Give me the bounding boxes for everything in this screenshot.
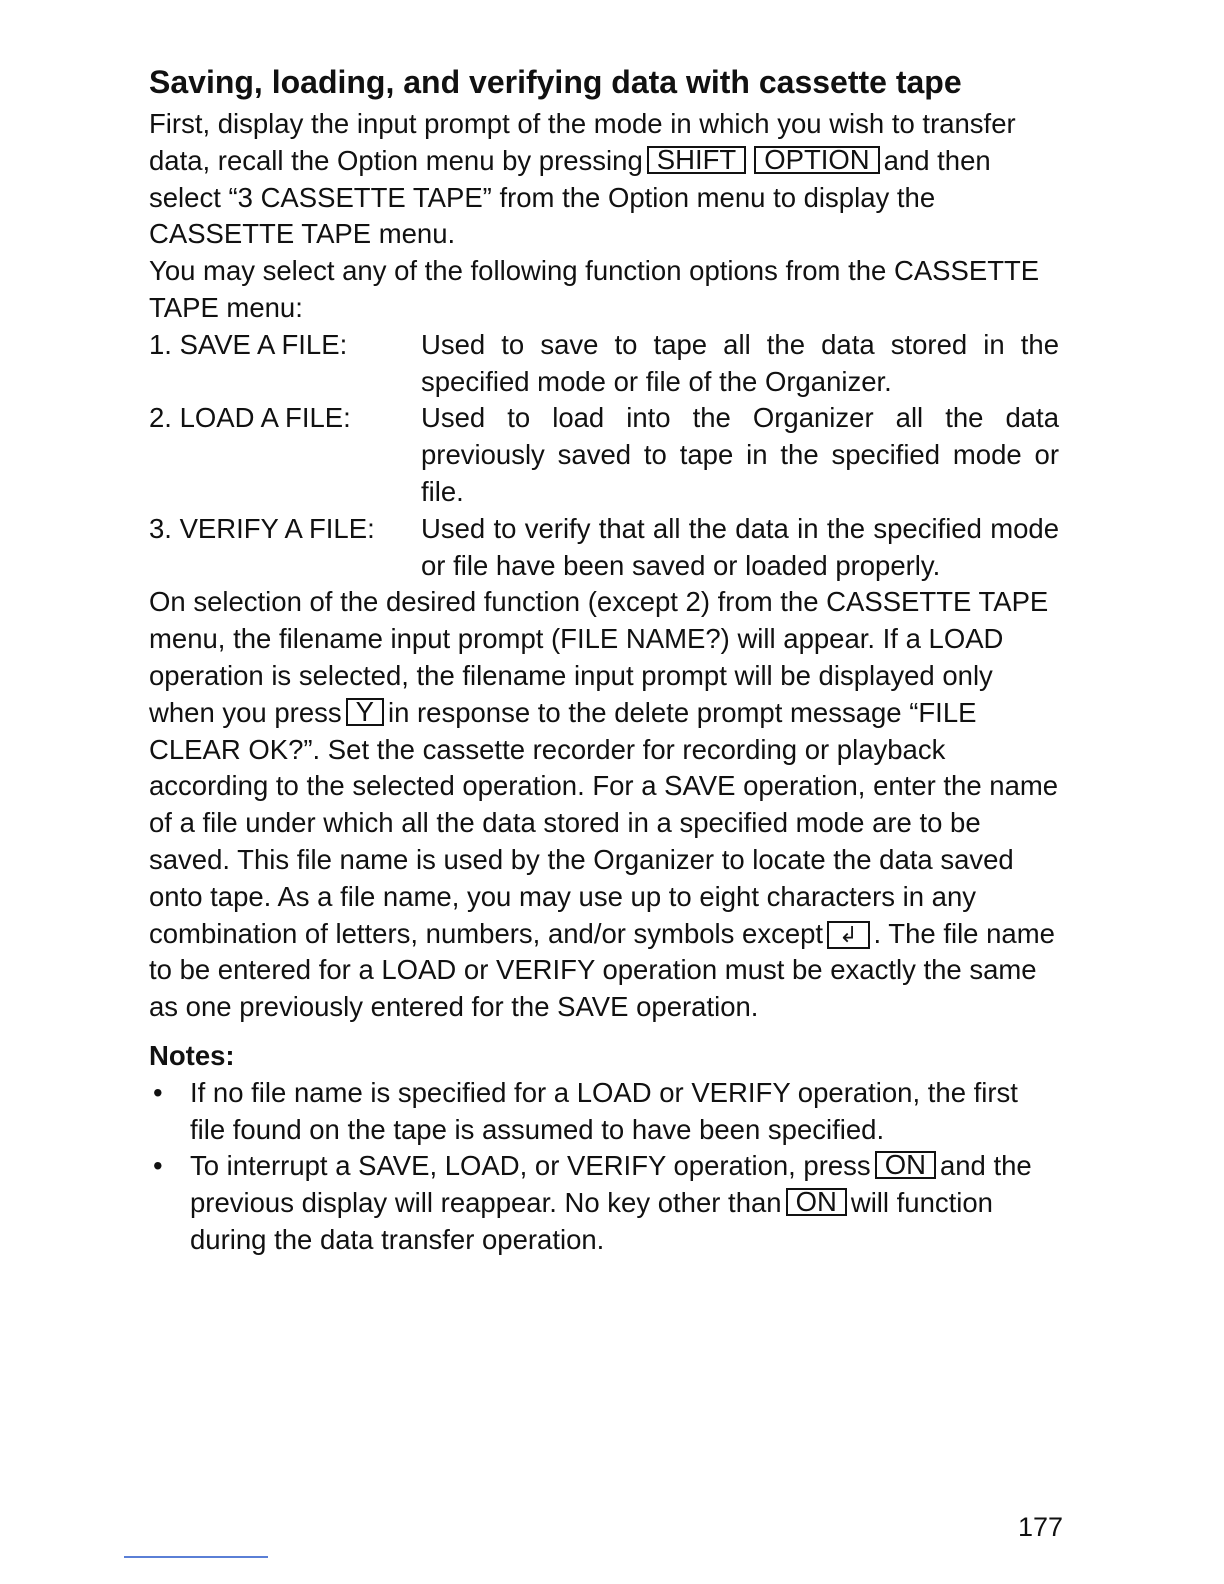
option-label: 3. VERIFY A FILE: <box>149 512 375 544</box>
note-item <box>149 1075 1059 1149</box>
note-text-2c: will function during the data transfer operation. <box>190 1187 993 1255</box>
option-label: 1. SAVE A FILE: <box>149 328 348 360</box>
option-load <box>149 400 1059 510</box>
enter-key-icon: ↲ <box>827 921 869 949</box>
bullet-icon: • <box>153 1150 163 1182</box>
page-title: Saving, loading, and verifying data with cassette tape <box>149 64 962 100</box>
bullet-icon: • <box>153 1076 163 1108</box>
option-verify <box>149 511 1059 585</box>
on-key: ON <box>875 1151 936 1179</box>
shift-key: SHIFT <box>647 146 746 174</box>
option-description: Used to load into the Organizer all the data previously saved to tape in the specified mode or file. <box>421 402 1059 507</box>
option-label: 2. LOAD A FILE: <box>149 402 351 434</box>
body-text-3: . The file name to be entered for a LOAD or VERIFY operation must be exactly the same as one previously entered for the SAVE operation. <box>149 917 1055 1023</box>
page-number: 177 <box>1018 1512 1064 1542</box>
y-key: Y <box>346 698 384 726</box>
body-paragraph <box>149 584 1059 1026</box>
option-description: Used to verify that all the data in the specified mode or file have been saved or loaded properly. <box>421 512 1059 581</box>
note-item <box>149 1148 1059 1258</box>
note-text-2b: and the previous display will reappear. No key other than <box>190 1150 1032 1219</box>
option-save <box>149 327 1059 401</box>
footer-rule <box>124 1556 268 1558</box>
body-text-1: On selection of the desired function (except 2) from the CASSETTE TAPE menu, the filename input prompt (FILE NAME?) will appear. If a LOAD operation is selected, the filename input prompt will be displayed only when you press <box>149 586 1049 728</box>
body-text-2: in response to the delete prompt message “FILE CLEAR OK?”. Set the cassette recorder for recording or playback according to the selected operation. For a SAVE operation, enter the name of a file under which all the data stored in a specified mode are to be saved. This file name is used by the Organizer to locate the data saved onto tape. As a file name, you may use up to eight characters in any combination of letters, numbers, and/or symbols except <box>149 696 1059 949</box>
intro-paragraph <box>149 106 1059 253</box>
manual-page <box>149 62 1059 1259</box>
option-description: Used to save to tape all the data stored in the specified mode or file of the Organizer. <box>421 328 1059 397</box>
on-key: ON <box>786 1188 847 1216</box>
notes-heading: Notes: <box>149 1039 235 1071</box>
options-intro: You may select any of the following function options from the CASSETTE TAPE menu: <box>149 255 1040 323</box>
intro-text-1: First, display the input prompt of the mode in which you wish to transfer data, recall the Option menu by pressing <box>149 108 1016 176</box>
intro-text-2: and then select “3 CASSETTE TAPE” from the Option menu to display the CASSETTE TAPE menu. <box>149 144 991 250</box>
option-key: OPTION <box>754 146 879 174</box>
note-text-1: If no file name is specified for a LOAD or VERIFY operation, the first file found on the tape is assumed to have been specified. <box>190 1076 1018 1145</box>
note-text-2a: To interrupt a SAVE, LOAD, or VERIFY operation, press <box>190 1150 871 1182</box>
notes-list <box>149 1075 1059 1259</box>
